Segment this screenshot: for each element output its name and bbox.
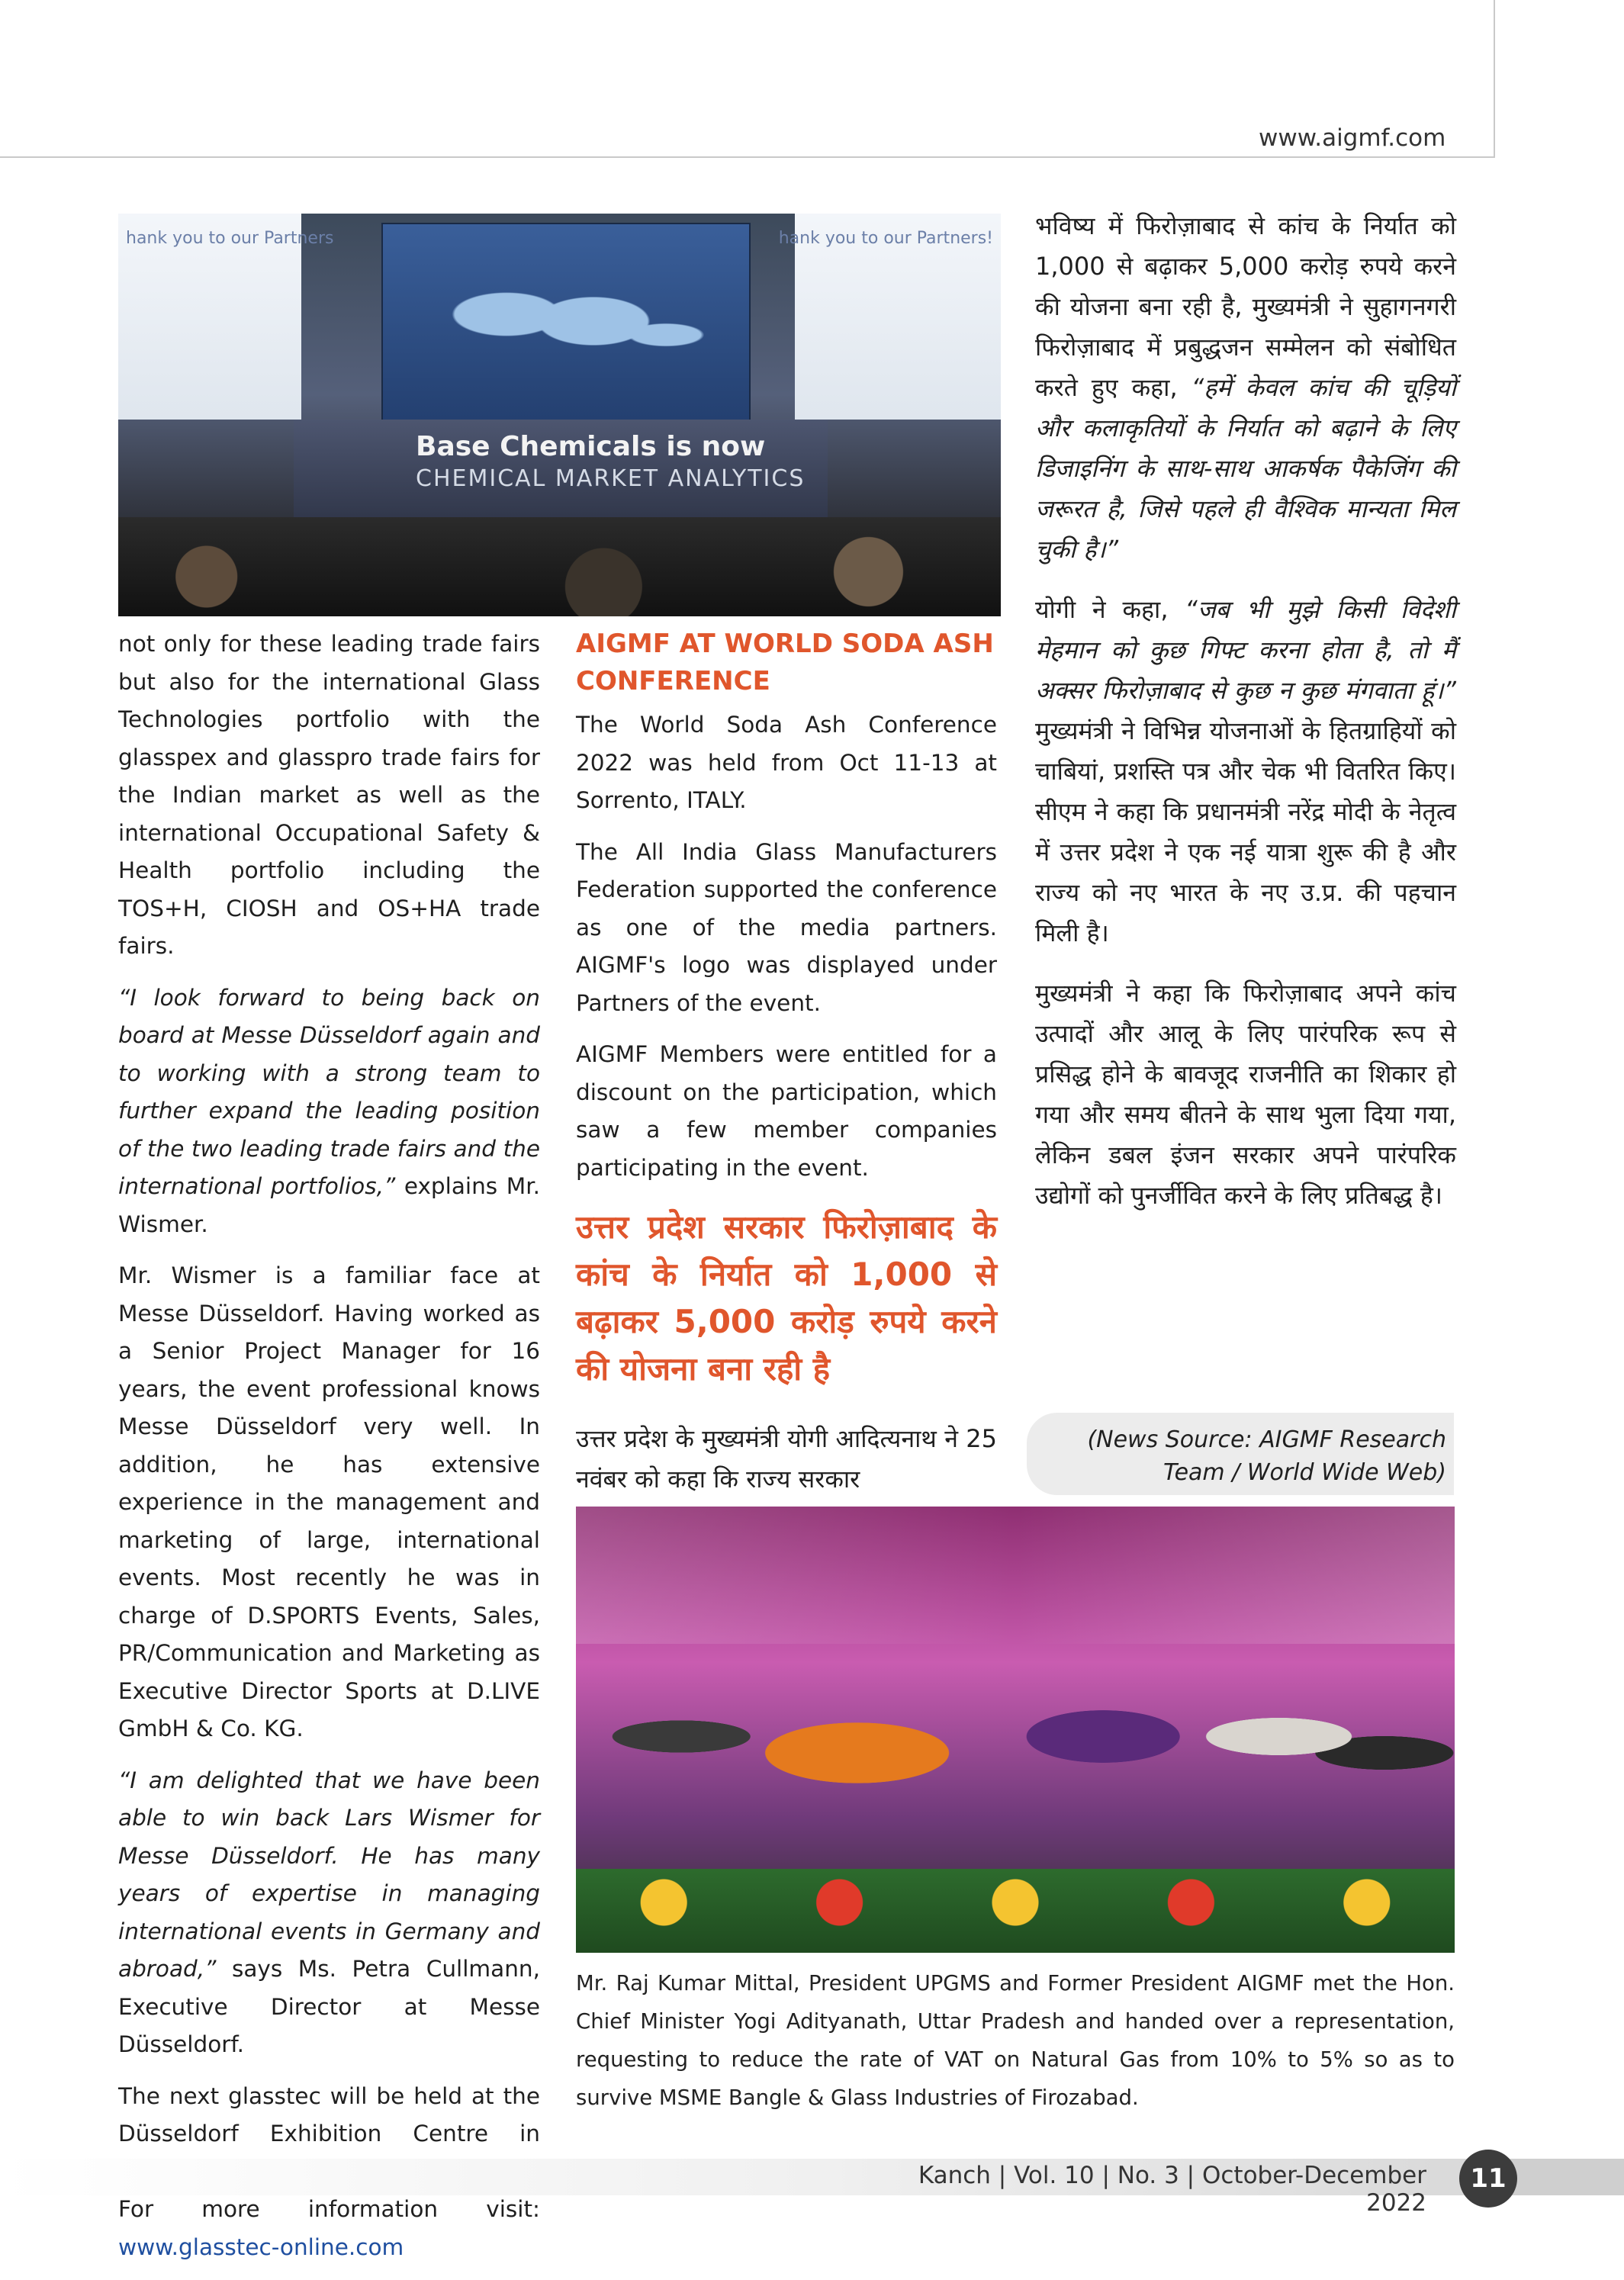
cullmann-quote: “I am delighted that we have been able to win back Lars Wismer for Messe Düsseldorf. He has many years of expertise in managing international events in Germany and abroad,” <box>118 1767 540 1982</box>
col1-paragraph-3: Mr. Wismer is a familiar face at Messe Düsseldorf. Having worked as a Senior Project Manager for 16 years, the event professional knows Messe Düsseldorf very well. In addition, he has extensive experience in the management and marketing of large, international events. Most recently he was in charge of D.SPORTS Events, Sales, PR/Communication and Marketing as Executive Director Sports at D.LIVE GmbH & Co. KG. <box>118 1262 540 1741</box>
col3-paragraph-2 <box>1035 590 1456 953</box>
wismer-attribution: explains Mr. Wismer. <box>118 1173 541 1237</box>
col2-paragraph-1: The World Soda Ash Conference 2022 was held from Oct 11-13 at Sorrento, ITALY. <box>576 712 997 813</box>
audience <box>118 517 1001 616</box>
flower-decoration <box>576 1869 1455 1953</box>
col1-paragraph-4 <box>118 1762 540 2064</box>
header-rule <box>0 156 1495 158</box>
cm-quote-1: “हमें केवल कांच की चूड़ियों और कलाकृतियों के निर्यात को बढ़ाने के लिए डिजाइनिंग के साथ-साथ आकर्षक पैकेजिंग की जरूरत है, जिसे पहले ही वैश्विक मान्यता मिल चुकी है।” <box>1035 373 1456 564</box>
site-url[interactable]: www.aigmf.com <box>1259 124 1446 152</box>
cm-quote-2: “जब भी मुझे किसी विदेशी मेहमान को कुछ गिफ्ट करना होता है, तो मैं अक्सर फिरोज़ाबाद से कुछ न कुछ मंगवाता हूं।” <box>1035 595 1456 705</box>
page-number: 11 <box>1459 2150 1517 2208</box>
footer-bar-end <box>1501 2159 1624 2195</box>
glasstec-info: The next glasstec will be held at the Düsseldorf Exhibition Centre in For more information visit: <box>118 2082 540 2222</box>
conference-photo <box>118 214 1001 616</box>
photo-caption: Mr. Raj Kumar Mittal, President UPGMS and Former President AIGMF met the Hon. Chief Minister Yogi Adityanath, Uttar Pradesh and handed over a representation, requesting to reduce the rate of VAT on Natural Gas from 10% to 5% so as to survive MSME Bangle & Glass Industries of Firozabad. <box>576 1971 1455 2110</box>
col1-paragraph-2 <box>118 979 540 1244</box>
soda-ash-heading: AIGMF AT WORLD SODA ASH CONFERENCE <box>576 629 994 696</box>
glasstec-link[interactable]: www.glasstec-online.com <box>118 2233 404 2260</box>
col1-paragraph-1: not only for these leading trade fairs but also for the international Glass Technologies portfolio with the glasspex and glasspro trade fairs for the Indian market as well as the international Occupational Safety & Health portfolio including the TOS+H, CIOSH and OS+HA trade fairs. <box>118 631 540 959</box>
world-map <box>420 259 709 397</box>
wismer-quote: “I look forward to being back on board at Messe Düsseldorf again and to working with a strong team to further expand the leading position of the two leading trade fairs and the international portfolios,” <box>118 984 540 1199</box>
hindi-paragraph-1: उत्तर प्रदेश के मुख्यमंत्री योगी आदित्यनाथ ने 25 नवंबर को कहा कि राज्य सरकार <box>576 1424 997 1494</box>
column-3 <box>1035 206 1456 1236</box>
banner-line-1: Base Chemicals is now <box>416 431 766 462</box>
hindi-headline: उत्तर प्रदेश सरकार फिरोज़ाबाद के कांच के निर्यात को 1,000 से बढ़ाकर 5,000 करोड़ रुपये करने की योजना बना रही है <box>576 1208 997 1388</box>
meeting-photo <box>576 1507 1455 1953</box>
col3-p2-rest: मुख्यमंत्री ने विभिन्न योजनाओं के हितग्राहियों को चाबियां, प्रशस्ति पत्र और चेक भी वितरित किए। सीएम ने कहा कि प्रधानमंत्री नरेंद्र मोदी के नेतृत्व में उत्तर प्रदेश ने एक नई यात्रा शुरू की है और राज्य को नए भारत के नए उ.प्र. की पहचान मिली है। <box>1035 716 1456 947</box>
col3-paragraph-1 <box>1035 206 1456 570</box>
column-1 <box>118 625 540 2280</box>
col3-p2-text: योगी ने कहा, <box>1035 595 1185 624</box>
column-2 <box>576 625 997 1513</box>
col3-p1-text: भविष्य में फिरोज़ाबाद से कांच के निर्यात को 1,000 से बढ़ाकर 5,000 करोड़ रुपये करने की योजना बना रही है, मुख्यमंत्री ने सुहागनगरी फिरोज़ाबाद में प्रबुद्धजन सम्मेलन को संबोधित करते हुए कहा, <box>1035 211 1456 402</box>
cullmann-attribution: says Ms. Petra Cullmann, Executive Director at Messe Düsseldorf. <box>118 1956 540 2057</box>
footer-issue-info: Kanch | Vol. 10 | No. 3 | October-December 2022 <box>918 2162 1426 2217</box>
header-vertical-rule <box>1494 0 1495 158</box>
partners-label-right: hank you to our Partners! <box>778 229 993 248</box>
news-source: (News Source: AIGMF Research Team / World Wide Web) <box>1087 1426 1446 1486</box>
col3-paragraph-3: मुख्यमंत्री ने कहा कि फिरोज़ाबाद अपने कांच उत्पादों और आलू के लिए पारंपरिक रूप से प्रसिद्ध होने के बावजूद राजनीति का शिकार हो गया और समय बीतने के साथ भुला दिया गया, लेकिन डबल इंजन सरकार अपने पारंपरिक उद्योगों को पुनर्जीवित करने के लिए प्रतिबद्ध है। <box>1035 979 1456 1210</box>
partners-label-left: hank you to our Partners <box>126 229 334 248</box>
news-source-box <box>1027 1413 1454 1495</box>
dignitaries <box>576 1556 1455 1884</box>
col2-paragraph-2: The All India Glass Manufacturers Federation supported the conference as one of the media partners. AIGMF's logo was displayed under Partners of the event. <box>576 838 997 1016</box>
banner-line-2: CHEMICAL MARKET ANALYTICS <box>416 465 806 492</box>
col2-paragraph-3: AIGMF Members were entitled for a discount on the participation, which saw a few member companies participating in the event. <box>576 1041 997 1181</box>
